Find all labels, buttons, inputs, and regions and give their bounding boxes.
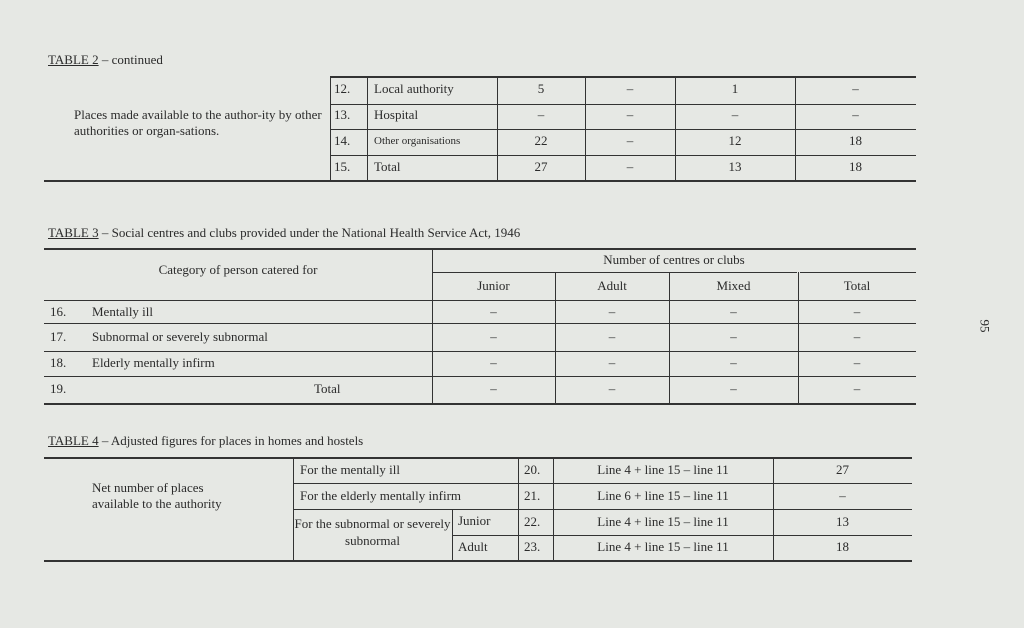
table4-formula: Line 6 + line 15 – line 11 [597,488,729,503]
table2-cell: – [537,107,545,122]
table4-row-label: Junior [458,513,491,528]
table3-row-label: Elderly mentally infirm [92,355,215,370]
table2-cell: 18 [849,133,862,148]
table4-caption-rest: – Adjusted figures for places in homes and hostels [98,433,364,448]
table3-row-num: 18. [50,355,67,370]
table3-cell: – [853,355,861,370]
table3-header-number: Number of centres or clubs [603,252,745,267]
table3-cell: – [608,329,616,344]
table2-cell: – [731,107,739,122]
table3-cell: – [608,355,616,370]
table2-row-num: 15. [334,159,351,174]
table3-caption [48,225,520,241]
table4-value: 18 [836,539,849,554]
table3-header-category: Category of person catered for [158,262,318,277]
table3-row-label: Total [314,381,341,396]
table4-value: 27 [836,462,849,477]
table2-cell: 22 [534,133,548,148]
table3-cell: – [608,381,616,396]
table3-cell: – [490,329,497,344]
table4-formula: Line 4 + line 15 – line 11 [597,514,729,529]
table3-col-header: Junior [477,278,510,293]
table3-cell: – [853,381,861,396]
table4-row-label: For the mentally ill [300,462,401,477]
table4-row-label: Adult [458,539,488,554]
table2-row-label: Hospital [374,107,419,122]
table2-cell: – [626,159,634,174]
table2-cell: – [626,133,634,148]
table4-row-label: For the elderly mentally infirm [300,488,462,503]
table4-row-num: 23. [524,539,541,554]
table3-col-header: Mixed [716,278,751,293]
table4-value: – [839,488,846,503]
table4-row-num: 22. [524,514,541,529]
table2-cell: 27 [534,159,548,174]
table3-cell: – [490,355,497,370]
table2-cell: 12 [728,133,742,148]
table3-cell: – [730,304,737,319]
table3-row-num: 17. [50,329,67,344]
table3-row-label: Mentally ill [92,304,154,319]
table4-caption [48,433,363,449]
table4-row-num: 21. [524,488,541,503]
table3-cell: – [730,355,737,370]
table2-caption [48,52,163,68]
table3-row-label: Subnormal or severely subnormal [92,329,268,344]
table3-caption-label: TABLE 3 [48,225,99,240]
table3-row-num: 19. [50,381,67,396]
table3-cell: – [853,329,861,344]
table2-cell: – [626,107,634,122]
table3-cell: – [730,329,737,344]
table2-cell: 13 [728,159,742,174]
table3-cell: – [853,304,861,319]
table2-row-num: 13. [334,107,351,122]
table3-col-header: Adult [597,278,627,293]
table2-row-group-label: Places made available to the author-ity by other authorities or organ-sations. [74,107,322,138]
table2-row-label: Local authority [374,81,454,96]
table4-value: 13 [836,514,849,529]
table4-caption-label: TABLE 4 [48,433,99,448]
table4-row-num: 20. [524,462,541,477]
table3-cell: – [490,304,497,319]
table2-cell: 18 [849,159,862,174]
table4-formula: Line 4 + line 15 – line 11 [597,539,729,554]
table3-cell: – [490,381,497,396]
table2-row-label: Total [374,159,401,174]
table3-caption-rest: – Social centres and clubs provided under the National Health Service Act, 1946 [98,225,521,240]
table3-cell: – [608,304,616,319]
table2-row-num: 12. [334,81,351,96]
table2-cell: – [852,107,859,122]
table3-row-num: 16. [50,304,67,319]
table2-cell: – [626,81,634,96]
table3-col-header: Total [843,278,871,293]
table2-caption-label: TABLE 2 [48,52,99,67]
table2-cell: – [852,81,859,96]
table2-cell: 5 [537,81,545,96]
table4-formula: Line 4 + line 15 – line 11 [597,462,729,477]
table2-cell: 1 [731,81,739,96]
table2-row-label: Other organisations [374,135,461,147]
table3-cell: – [730,381,737,396]
page-number: 95 [977,319,993,333]
table4-subnormal-label: For the subnormal or severely subnormal [294,516,451,548]
table2-caption-rest: – continued [98,52,163,67]
table4-row-group-label: Net number of places available to the authority [92,480,222,511]
table2-row-num: 14. [334,133,351,148]
